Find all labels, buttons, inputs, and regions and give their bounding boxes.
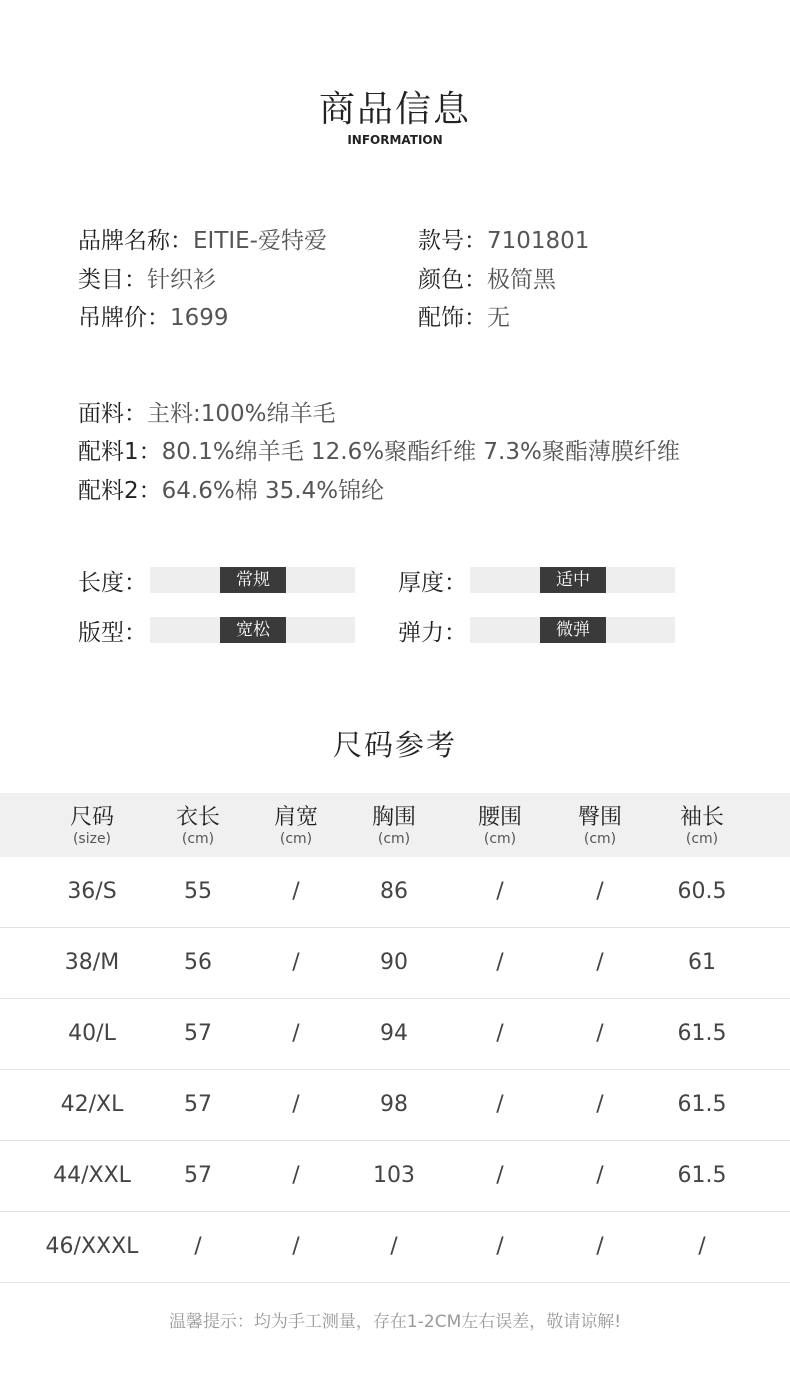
table-row bbox=[0, 857, 790, 928]
measurement-tip: 温馨提示：均为手工测量，存在1-2CM左右误差，敬请谅解! bbox=[168, 1312, 622, 1332]
table-cell: 38/M bbox=[64, 950, 120, 975]
table-row bbox=[0, 1212, 790, 1283]
col-header-name: 尺码 bbox=[69, 805, 114, 830]
table-cell: 55 bbox=[184, 879, 212, 904]
col-header-chest bbox=[344, 793, 444, 857]
col-header-name: 衣长 bbox=[175, 805, 220, 830]
table-row bbox=[0, 928, 790, 999]
attribute-elasticity bbox=[398, 614, 718, 647]
info-value: EITIE-爱特爱 bbox=[193, 228, 327, 255]
col-header-unit: (cm) bbox=[377, 831, 411, 847]
table-cell: / bbox=[496, 1021, 504, 1046]
table-row bbox=[0, 999, 790, 1070]
attribute-label: 厚度： bbox=[398, 569, 467, 596]
table-cell: / bbox=[496, 879, 504, 904]
col-header-unit: (cm) bbox=[583, 831, 617, 847]
col-header-sleeve bbox=[652, 793, 752, 857]
col-header-unit: (size) bbox=[72, 831, 112, 847]
table-cell: / bbox=[292, 1021, 300, 1046]
table-cell: 57 bbox=[184, 1163, 212, 1188]
col-header-name: 袖长 bbox=[679, 805, 724, 830]
fabric-composition bbox=[78, 392, 778, 508]
attribute-scale bbox=[150, 567, 355, 593]
table-cell: / bbox=[292, 1092, 300, 1117]
attribute-length bbox=[78, 564, 398, 597]
attribute-tag: 微弹 bbox=[540, 617, 606, 643]
fabric-key: 面料： bbox=[78, 400, 147, 427]
table-row bbox=[0, 1070, 790, 1141]
table-cell: 61.5 bbox=[677, 1092, 727, 1117]
table-cell: / bbox=[292, 1163, 300, 1188]
table-cell: 61 bbox=[688, 950, 716, 975]
info-key: 颜色： bbox=[418, 266, 487, 293]
attribute-label: 版型： bbox=[78, 619, 147, 646]
col-header-unit: (cm) bbox=[685, 831, 719, 847]
info-row bbox=[78, 222, 758, 261]
table-cell: / bbox=[292, 950, 300, 975]
info-category bbox=[78, 265, 418, 295]
info-brand bbox=[78, 226, 418, 256]
info-value: 针织衫 bbox=[147, 266, 216, 293]
table-row bbox=[0, 1141, 790, 1212]
table-cell: 103 bbox=[373, 1163, 415, 1188]
table-cell: 90 bbox=[380, 950, 408, 975]
info-price bbox=[78, 303, 418, 333]
info-key: 吊牌价： bbox=[78, 305, 170, 332]
attribute-scale bbox=[470, 567, 675, 593]
table-cell: 46/XXXL bbox=[45, 1234, 139, 1259]
col-header-name: 胸围 bbox=[371, 805, 416, 830]
fabric-value: 主料:100%绵羊毛 bbox=[147, 400, 336, 427]
table-cell: 57 bbox=[184, 1021, 212, 1046]
col-header-size bbox=[42, 793, 142, 857]
attribute-row bbox=[78, 555, 718, 605]
table-cell: / bbox=[596, 950, 604, 975]
col-header-waist bbox=[450, 793, 550, 857]
attribute-row bbox=[78, 605, 718, 655]
col-header-name: 肩宽 bbox=[273, 805, 318, 830]
info-color bbox=[418, 265, 758, 295]
table-cell: 61.5 bbox=[677, 1021, 727, 1046]
attribute-label: 长度： bbox=[78, 569, 147, 596]
info-key: 配饰： bbox=[418, 305, 487, 332]
fabric-key: 配料1： bbox=[78, 439, 162, 466]
fabric-key: 配料2： bbox=[78, 477, 162, 504]
table-cell: / bbox=[194, 1234, 202, 1259]
table-cell: / bbox=[496, 1163, 504, 1188]
table-cell: / bbox=[698, 1234, 706, 1259]
page-subtitle: INFORMATION bbox=[347, 133, 443, 147]
col-header-shoulder bbox=[246, 793, 346, 857]
table-cell: / bbox=[596, 1234, 604, 1259]
table-cell: 42/XL bbox=[60, 1092, 124, 1117]
table-cell: 98 bbox=[380, 1092, 408, 1117]
table-cell: / bbox=[292, 879, 300, 904]
table-cell: / bbox=[390, 1234, 398, 1259]
attribute-thickness bbox=[398, 564, 718, 597]
info-accessory bbox=[418, 303, 758, 333]
attribute-label: 弹力： bbox=[398, 619, 467, 646]
table-cell: / bbox=[496, 1234, 504, 1259]
col-header-name: 臀围 bbox=[577, 805, 622, 830]
col-header-hip bbox=[550, 793, 650, 857]
table-cell: 44/XXL bbox=[53, 1163, 131, 1188]
page-title: 商品信息 bbox=[318, 89, 471, 130]
table-cell: 94 bbox=[380, 1021, 408, 1046]
product-info-grid bbox=[78, 222, 758, 338]
section-header bbox=[0, 88, 790, 148]
fabric-row-secondary-1 bbox=[78, 431, 778, 470]
table-cell: / bbox=[496, 950, 504, 975]
table-cell: / bbox=[596, 1092, 604, 1117]
table-cell: / bbox=[292, 1234, 300, 1259]
fabric-row-secondary-2 bbox=[78, 469, 778, 508]
table-cell: 40/L bbox=[68, 1021, 116, 1046]
table-cell: 36/S bbox=[67, 879, 117, 904]
table-cell: / bbox=[596, 1163, 604, 1188]
info-row bbox=[78, 299, 758, 338]
table-cell: 56 bbox=[184, 950, 212, 975]
fabric-row-main bbox=[78, 392, 778, 431]
col-header-length bbox=[148, 793, 248, 857]
col-header-unit: (cm) bbox=[279, 831, 313, 847]
table-cell: 61.5 bbox=[677, 1163, 727, 1188]
info-value: 无 bbox=[487, 305, 510, 332]
attribute-scale bbox=[150, 617, 355, 643]
info-row bbox=[78, 261, 758, 300]
attribute-fit bbox=[78, 614, 398, 647]
info-key: 类目： bbox=[78, 266, 147, 293]
fabric-value: 64.6%棉 35.4%锦纶 bbox=[161, 477, 385, 504]
attribute-tag: 宽松 bbox=[220, 617, 286, 643]
info-value: 7101801 bbox=[487, 228, 590, 255]
info-style-no bbox=[418, 226, 758, 256]
table-cell: / bbox=[496, 1092, 504, 1117]
table-cell: 86 bbox=[380, 879, 408, 904]
attribute-tag: 常规 bbox=[220, 567, 286, 593]
info-key: 款号： bbox=[418, 228, 487, 255]
col-header-unit: (cm) bbox=[483, 831, 517, 847]
table-cell: / bbox=[596, 1021, 604, 1046]
table-cell: / bbox=[596, 879, 604, 904]
attribute-grid bbox=[78, 555, 718, 655]
size-table-header bbox=[0, 793, 790, 857]
table-cell: 57 bbox=[184, 1092, 212, 1117]
fabric-value: 80.1%绵羊毛 12.6%聚酯纤维 7.3%聚酯薄膜纤维 bbox=[161, 439, 680, 466]
col-header-unit: (cm) bbox=[181, 831, 215, 847]
size-chart-title: 尺码参考 bbox=[332, 728, 457, 762]
info-key: 品牌名称： bbox=[78, 228, 193, 255]
table-cell: 60.5 bbox=[677, 879, 727, 904]
col-header-name: 腰围 bbox=[477, 805, 522, 830]
attribute-tag: 适中 bbox=[540, 567, 606, 593]
info-value: 极简黑 bbox=[487, 266, 556, 293]
size-table bbox=[0, 793, 790, 1283]
attribute-scale bbox=[470, 617, 675, 643]
info-value: 1699 bbox=[170, 305, 229, 332]
